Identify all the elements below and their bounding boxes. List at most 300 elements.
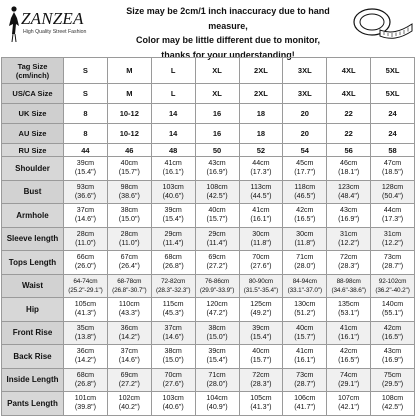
inch-value: (28.7"): [294, 379, 316, 388]
measurement-cell: [371, 157, 415, 181]
cm-value: 103cm: [162, 182, 184, 191]
inch-value: (18.5"): [382, 168, 404, 177]
row-label: Armhole: [2, 204, 64, 228]
inch-value: (50.4"): [382, 191, 404, 200]
size-cell: 58: [371, 144, 415, 157]
measurement-cell: [195, 227, 239, 251]
size-header-row: [2, 104, 415, 124]
measurement-cell: [107, 368, 151, 392]
inch-value: (26.8"-30.7"): [112, 286, 147, 294]
cm-value: 42cm: [383, 323, 402, 332]
measurement-cell: [107, 251, 151, 275]
measurement-cell: [327, 274, 371, 298]
inch-value: (15.4"): [74, 168, 96, 177]
measurement-cell: [239, 227, 283, 251]
inch-value: (28.3"-32.3"): [155, 286, 191, 294]
cm-value: 88-98cm: [336, 277, 361, 285]
inch-value: (14.6"): [118, 356, 140, 365]
measurement-cell: [283, 321, 327, 345]
size-header-row: [2, 58, 415, 84]
row-label: UK Size: [2, 104, 64, 124]
measurement-cell: [283, 345, 327, 369]
inch-value: (13.8"): [74, 332, 96, 341]
measurement-cell: [64, 345, 108, 369]
notice-line-1: Size may be 2cm/1 inch inaccuracy due to hand measure,: [126, 6, 330, 31]
row-label: Pants Length: [2, 392, 64, 416]
measurement-row: [2, 392, 415, 416]
cm-value: 67cm: [120, 253, 138, 262]
measurement-row: [2, 157, 415, 181]
measurement-cell: [371, 180, 415, 204]
measurement-cell: [107, 345, 151, 369]
inch-value: (41.3"): [74, 309, 96, 318]
inch-value: (17.3"): [382, 215, 404, 224]
inch-value: (46.5"): [294, 191, 316, 200]
inch-value: (27.6"): [162, 379, 184, 388]
cm-value: 38cm: [208, 323, 226, 332]
size-cell: S: [64, 58, 108, 84]
cm-value: 68cm: [164, 253, 182, 262]
measurement-cell: [195, 274, 239, 298]
cm-value: 106cm: [294, 394, 316, 403]
inch-value: (17.3"): [250, 168, 272, 177]
size-cell: 22: [327, 124, 371, 144]
cm-value: 36cm: [120, 323, 138, 332]
inch-value: (26.4"): [118, 262, 140, 271]
header: [0, 0, 416, 60]
brand-logo: [4, 4, 108, 44]
size-cell: 8: [64, 124, 108, 144]
measurement-cell: [151, 204, 195, 228]
measurement-cell: [195, 204, 239, 228]
measurement-cell: [239, 274, 283, 298]
measurement-cell: [371, 368, 415, 392]
measurement-cell: [151, 298, 195, 322]
measurement-cell: [107, 392, 151, 416]
inch-value: (27.2"): [118, 379, 140, 388]
cm-value: 98cm: [120, 182, 138, 191]
cm-value: 140cm: [381, 300, 404, 309]
cm-value: 38cm: [164, 347, 182, 356]
measurement-cell: [64, 321, 108, 345]
inch-value: (41.7"): [294, 403, 316, 412]
size-cell: 56: [327, 144, 371, 157]
inch-value: (34.6"-38.6"): [331, 286, 366, 294]
row-label: Sleeve length: [2, 227, 64, 251]
row-label: Waist: [2, 274, 64, 298]
notice-line-3: thanks for your understanding!: [161, 49, 295, 60]
cm-value: 40cm: [296, 323, 314, 332]
measurement-cell: [239, 298, 283, 322]
measurement-cell: [283, 227, 327, 251]
inch-value: (12.2"): [382, 238, 404, 247]
row-label: US/CA Size: [2, 84, 64, 104]
inch-value: (16.1"): [162, 168, 184, 177]
cm-value: 73cm: [296, 370, 314, 379]
measurement-cell: [283, 180, 327, 204]
inch-value: (28.3"): [250, 379, 272, 388]
inch-value: (11.4"): [206, 238, 228, 247]
cm-value: 110cm: [118, 300, 140, 309]
cm-value: 72-82cm: [161, 277, 186, 285]
inch-value: (17.7"): [294, 168, 316, 177]
measurement-cell: [107, 180, 151, 204]
cm-value: 105cm: [250, 394, 272, 403]
cm-value: 103cm: [162, 394, 184, 403]
inch-value: (16.9"): [206, 168, 228, 177]
cm-value: 43cm: [208, 159, 226, 168]
cm-value: 68-78cm: [117, 277, 142, 285]
measurement-cell: [371, 204, 415, 228]
size-cell: 5XL: [371, 84, 415, 104]
measurement-cell: [327, 298, 371, 322]
measurement-cell: [327, 157, 371, 181]
measurement-cell: [64, 368, 108, 392]
measurement-cell: [239, 392, 283, 416]
measurement-cell: [239, 204, 283, 228]
measurement-row: [2, 180, 415, 204]
measurement-row: [2, 321, 415, 345]
measurement-cell: [283, 157, 327, 181]
size-cell: 44: [64, 144, 108, 157]
measurement-cell: [283, 368, 327, 392]
cm-value: 39cm: [252, 323, 270, 332]
size-cell: XL: [195, 58, 239, 84]
measurement-cell: [239, 180, 283, 204]
measurement-cell: [327, 345, 371, 369]
size-cell: S: [64, 84, 108, 104]
cm-value: 128cm: [381, 182, 404, 191]
measurement-cell: [239, 345, 283, 369]
cm-value: 69cm: [120, 370, 138, 379]
size-cell: M: [107, 84, 151, 104]
measurement-cell: [283, 392, 327, 416]
measurement-cell: [283, 204, 327, 228]
size-cell: 24: [371, 104, 415, 124]
size-cell: 5XL: [371, 58, 415, 84]
measurement-row: [2, 274, 415, 298]
size-cell: 16: [195, 104, 239, 124]
size-header-row: [2, 144, 415, 157]
cm-value: 70cm: [164, 370, 182, 379]
cm-value: 39cm: [208, 347, 226, 356]
size-cell: 4XL: [327, 84, 371, 104]
cm-value: 69cm: [208, 253, 226, 262]
cm-value: 41cm: [340, 323, 358, 332]
cm-value: 37cm: [164, 323, 182, 332]
cm-value: 41cm: [252, 206, 270, 215]
measurement-cell: [64, 227, 108, 251]
row-label: Back Rise: [2, 345, 64, 369]
inch-value: (11.8"): [250, 238, 272, 247]
cm-value: 73cm: [383, 253, 402, 262]
size-cell: 16: [195, 124, 239, 144]
inch-value: (18.1"): [338, 168, 360, 177]
size-notice: [108, 4, 348, 62]
size-cell: 10-12: [107, 104, 151, 124]
cm-value: 47cm: [383, 159, 402, 168]
inch-value: (29.9"-33.9"): [199, 286, 235, 294]
cm-value: 76-86cm: [204, 277, 230, 285]
measurement-cell: [239, 251, 283, 275]
inch-value: (38.6"): [118, 191, 140, 200]
inch-value: (40.6"): [162, 403, 184, 412]
cm-value: 28cm: [76, 229, 95, 238]
cm-value: 44cm: [383, 206, 402, 215]
measurement-cell: [239, 157, 283, 181]
measurement-cell: [195, 321, 239, 345]
measurement-cell: [64, 204, 108, 228]
size-cell: 20: [283, 104, 327, 124]
cm-value: 31cm: [340, 229, 358, 238]
row-label: Front Rise: [2, 321, 64, 345]
cm-value: 41cm: [164, 159, 182, 168]
inch-value: (16.5"): [338, 356, 360, 365]
inch-value: (40.9"): [206, 403, 228, 412]
inch-value: (11.0"): [119, 238, 140, 247]
inch-value: (16.5"): [382, 332, 404, 341]
inch-value: (14.6"): [74, 215, 96, 224]
cm-value: 39cm: [164, 206, 182, 215]
inch-value: (40.2"): [118, 403, 140, 412]
measurement-cell: [239, 321, 283, 345]
inch-value: (16.1"): [294, 356, 316, 365]
cm-value: 107cm: [338, 394, 360, 403]
inch-value: (42.1"): [338, 403, 360, 412]
measurement-cell: [151, 368, 195, 392]
cm-value: 64-74cm: [73, 277, 98, 285]
inch-value: (25.2"-29.1"): [68, 286, 103, 294]
size-cell: 3XL: [283, 58, 327, 84]
size-header-row: [2, 124, 415, 144]
row-label: RU Size: [2, 144, 64, 157]
cm-value: 72cm: [252, 370, 270, 379]
measuring-tape-icon: [350, 4, 414, 50]
cm-value: 135cm: [338, 300, 360, 309]
measurement-cell: [371, 345, 415, 369]
measurement-cell: [283, 274, 327, 298]
measurement-cell: [151, 274, 195, 298]
measurement-cell: [195, 180, 239, 204]
inch-value: (47.2"): [206, 309, 228, 318]
inch-value: (55.1"): [382, 309, 404, 318]
inch-value: (14.2"): [118, 332, 140, 341]
measurement-cell: [151, 392, 195, 416]
measurement-cell: [195, 251, 239, 275]
measurement-cell: [64, 180, 108, 204]
measurement-row: [2, 345, 415, 369]
inch-value: (36.2"-40.2"): [375, 286, 410, 294]
size-cell: 3XL: [283, 84, 327, 104]
size-cell: 18: [239, 124, 283, 144]
cm-value: 92-102cm: [378, 277, 407, 285]
cm-value: 31cm: [383, 229, 402, 238]
brand-tagline: High Quality Street Fashion: [23, 29, 87, 35]
size-cell: 10-12: [107, 124, 151, 144]
inch-value: (48.4"): [338, 191, 360, 200]
measurement-cell: [151, 251, 195, 275]
inch-value: (15.7"): [294, 332, 316, 341]
inch-value: (36.6"): [74, 191, 96, 200]
cm-value: 113cm: [250, 182, 272, 191]
measurement-cell: [64, 392, 108, 416]
size-cell: 14: [151, 124, 195, 144]
inch-value: (49.2"): [250, 309, 272, 318]
measurement-cell: [107, 227, 151, 251]
size-cell: 4XL: [327, 58, 371, 84]
measurement-row: [2, 251, 415, 275]
cm-value: 101cm: [74, 394, 97, 403]
cm-value: 40cm: [252, 347, 270, 356]
inch-value: (27.6"): [250, 262, 272, 271]
cm-value: 46cm: [340, 159, 358, 168]
measurement-cell: [195, 368, 239, 392]
measurement-cell: [107, 157, 151, 181]
row-label: Bust: [2, 180, 64, 204]
cm-value: 102cm: [118, 394, 140, 403]
cm-value: 30cm: [296, 229, 314, 238]
size-cell: 8: [64, 104, 108, 124]
inch-value: (41.3"): [250, 403, 272, 412]
row-label: Shoulder: [2, 157, 64, 181]
dress-figure-icon: [4, 4, 22, 44]
measurement-cell: [195, 392, 239, 416]
cm-value: 108cm: [206, 182, 228, 191]
inch-value: (53.1"): [338, 309, 360, 318]
measurement-cell: [283, 298, 327, 322]
measurement-row: [2, 204, 415, 228]
inch-value: (16.1"): [338, 332, 360, 341]
cm-value: 43cm: [383, 347, 402, 356]
inch-value: (15.7"): [206, 215, 228, 224]
cm-value: 71cm: [296, 253, 314, 262]
size-cell: 54: [283, 144, 327, 157]
inch-value: (14.2"): [74, 356, 96, 365]
size-cell: 2XL: [239, 84, 283, 104]
cm-value: 93cm: [76, 182, 95, 191]
size-cell: 20: [283, 124, 327, 144]
measurement-cell: [107, 204, 151, 228]
inch-value: (16.9"): [338, 215, 360, 224]
inch-value: (11.8"): [294, 238, 316, 247]
cm-value: 30cm: [252, 229, 270, 238]
inch-value: (31.5"-35.4"): [243, 286, 279, 294]
measurement-cell: [195, 157, 239, 181]
inch-value: (29.5"): [382, 379, 404, 388]
inch-value: (15.4"): [250, 332, 272, 341]
inch-value: (29.1"): [338, 379, 360, 388]
inch-value: (15.0"): [162, 356, 184, 365]
measurement-cell: [64, 274, 108, 298]
cm-value: 70cm: [252, 253, 270, 262]
measurement-cell: [327, 251, 371, 275]
size-table: [1, 57, 415, 416]
cm-value: 125cm: [250, 300, 272, 309]
cm-value: 84-94cm: [292, 277, 317, 285]
row-label: AU Size: [2, 124, 64, 144]
cm-value: 39cm: [76, 159, 95, 168]
cm-value: 28cm: [120, 229, 138, 238]
cm-value: 66cm: [76, 253, 95, 262]
size-header-row: [2, 84, 415, 104]
cm-value: 118cm: [294, 182, 316, 191]
size-cell: 50: [195, 144, 239, 157]
row-label: Tops Length: [2, 251, 64, 275]
cm-value: 41cm: [296, 347, 314, 356]
measurement-cell: [107, 321, 151, 345]
inch-value: (40.6"): [162, 191, 184, 200]
measurement-cell: [151, 180, 195, 204]
brand-name: ZANZEA: [21, 9, 84, 28]
measurement-row: [2, 227, 415, 251]
inch-value: (43.3"): [118, 309, 140, 318]
inch-value: (15.0"): [206, 332, 228, 341]
cm-value: 42cm: [340, 347, 358, 356]
inch-value: (26.8"): [162, 262, 184, 271]
cm-value: 29cm: [208, 229, 226, 238]
inch-value: (11.4"): [162, 238, 184, 247]
inch-value: (28.7"): [382, 262, 404, 271]
cm-value: 115cm: [162, 300, 184, 309]
inch-value: (16.1"): [250, 215, 272, 224]
inch-value: (12.2"): [338, 238, 360, 247]
measurement-cell: [327, 368, 371, 392]
measurement-cell: [151, 345, 195, 369]
size-cell: L: [151, 84, 195, 104]
cm-value: 43cm: [340, 206, 358, 215]
row-label: Hip: [2, 298, 64, 322]
cm-value: 35cm: [76, 323, 95, 332]
inch-value: (15.4"): [206, 356, 228, 365]
measurement-cell: [371, 274, 415, 298]
measurement-cell: [371, 298, 415, 322]
size-cell: 48: [151, 144, 195, 157]
inch-value: (39.8"): [74, 403, 96, 412]
inch-value: (44.5"): [250, 191, 272, 200]
measurement-cell: [151, 157, 195, 181]
cm-value: 45cm: [296, 159, 314, 168]
cm-value: 42cm: [296, 206, 314, 215]
cm-value: 80-90cm: [248, 277, 274, 285]
inch-value: (26.8"): [74, 379, 96, 388]
size-cell: 22: [327, 104, 371, 124]
size-cell: 24: [371, 124, 415, 144]
inch-value: (15.0"): [118, 215, 140, 224]
measurement-cell: [107, 274, 151, 298]
size-cell: 18: [239, 104, 283, 124]
cm-value: 120cm: [206, 300, 228, 309]
cm-value: 40cm: [208, 206, 226, 215]
measurement-cell: [327, 204, 371, 228]
inch-value: (15.7"): [250, 356, 272, 365]
measurement-cell: [327, 227, 371, 251]
cm-value: 44cm: [252, 159, 270, 168]
cm-value: 71cm: [208, 370, 226, 379]
measurement-cell: [327, 392, 371, 416]
size-cell: L: [151, 58, 195, 84]
measurement-cell: [195, 345, 239, 369]
cm-value: 75cm: [383, 370, 402, 379]
size-cell: 46: [107, 144, 151, 157]
measurement-cell: [107, 298, 151, 322]
cm-value: 38cm: [120, 206, 138, 215]
inch-value: (27.2"): [206, 262, 228, 271]
inch-value: (28.3"): [338, 262, 360, 271]
inch-value: (26.0"): [74, 262, 96, 271]
inch-value: (45.3"): [162, 309, 184, 318]
inch-value: (42.5"): [206, 191, 228, 200]
measurement-cell: [151, 321, 195, 345]
